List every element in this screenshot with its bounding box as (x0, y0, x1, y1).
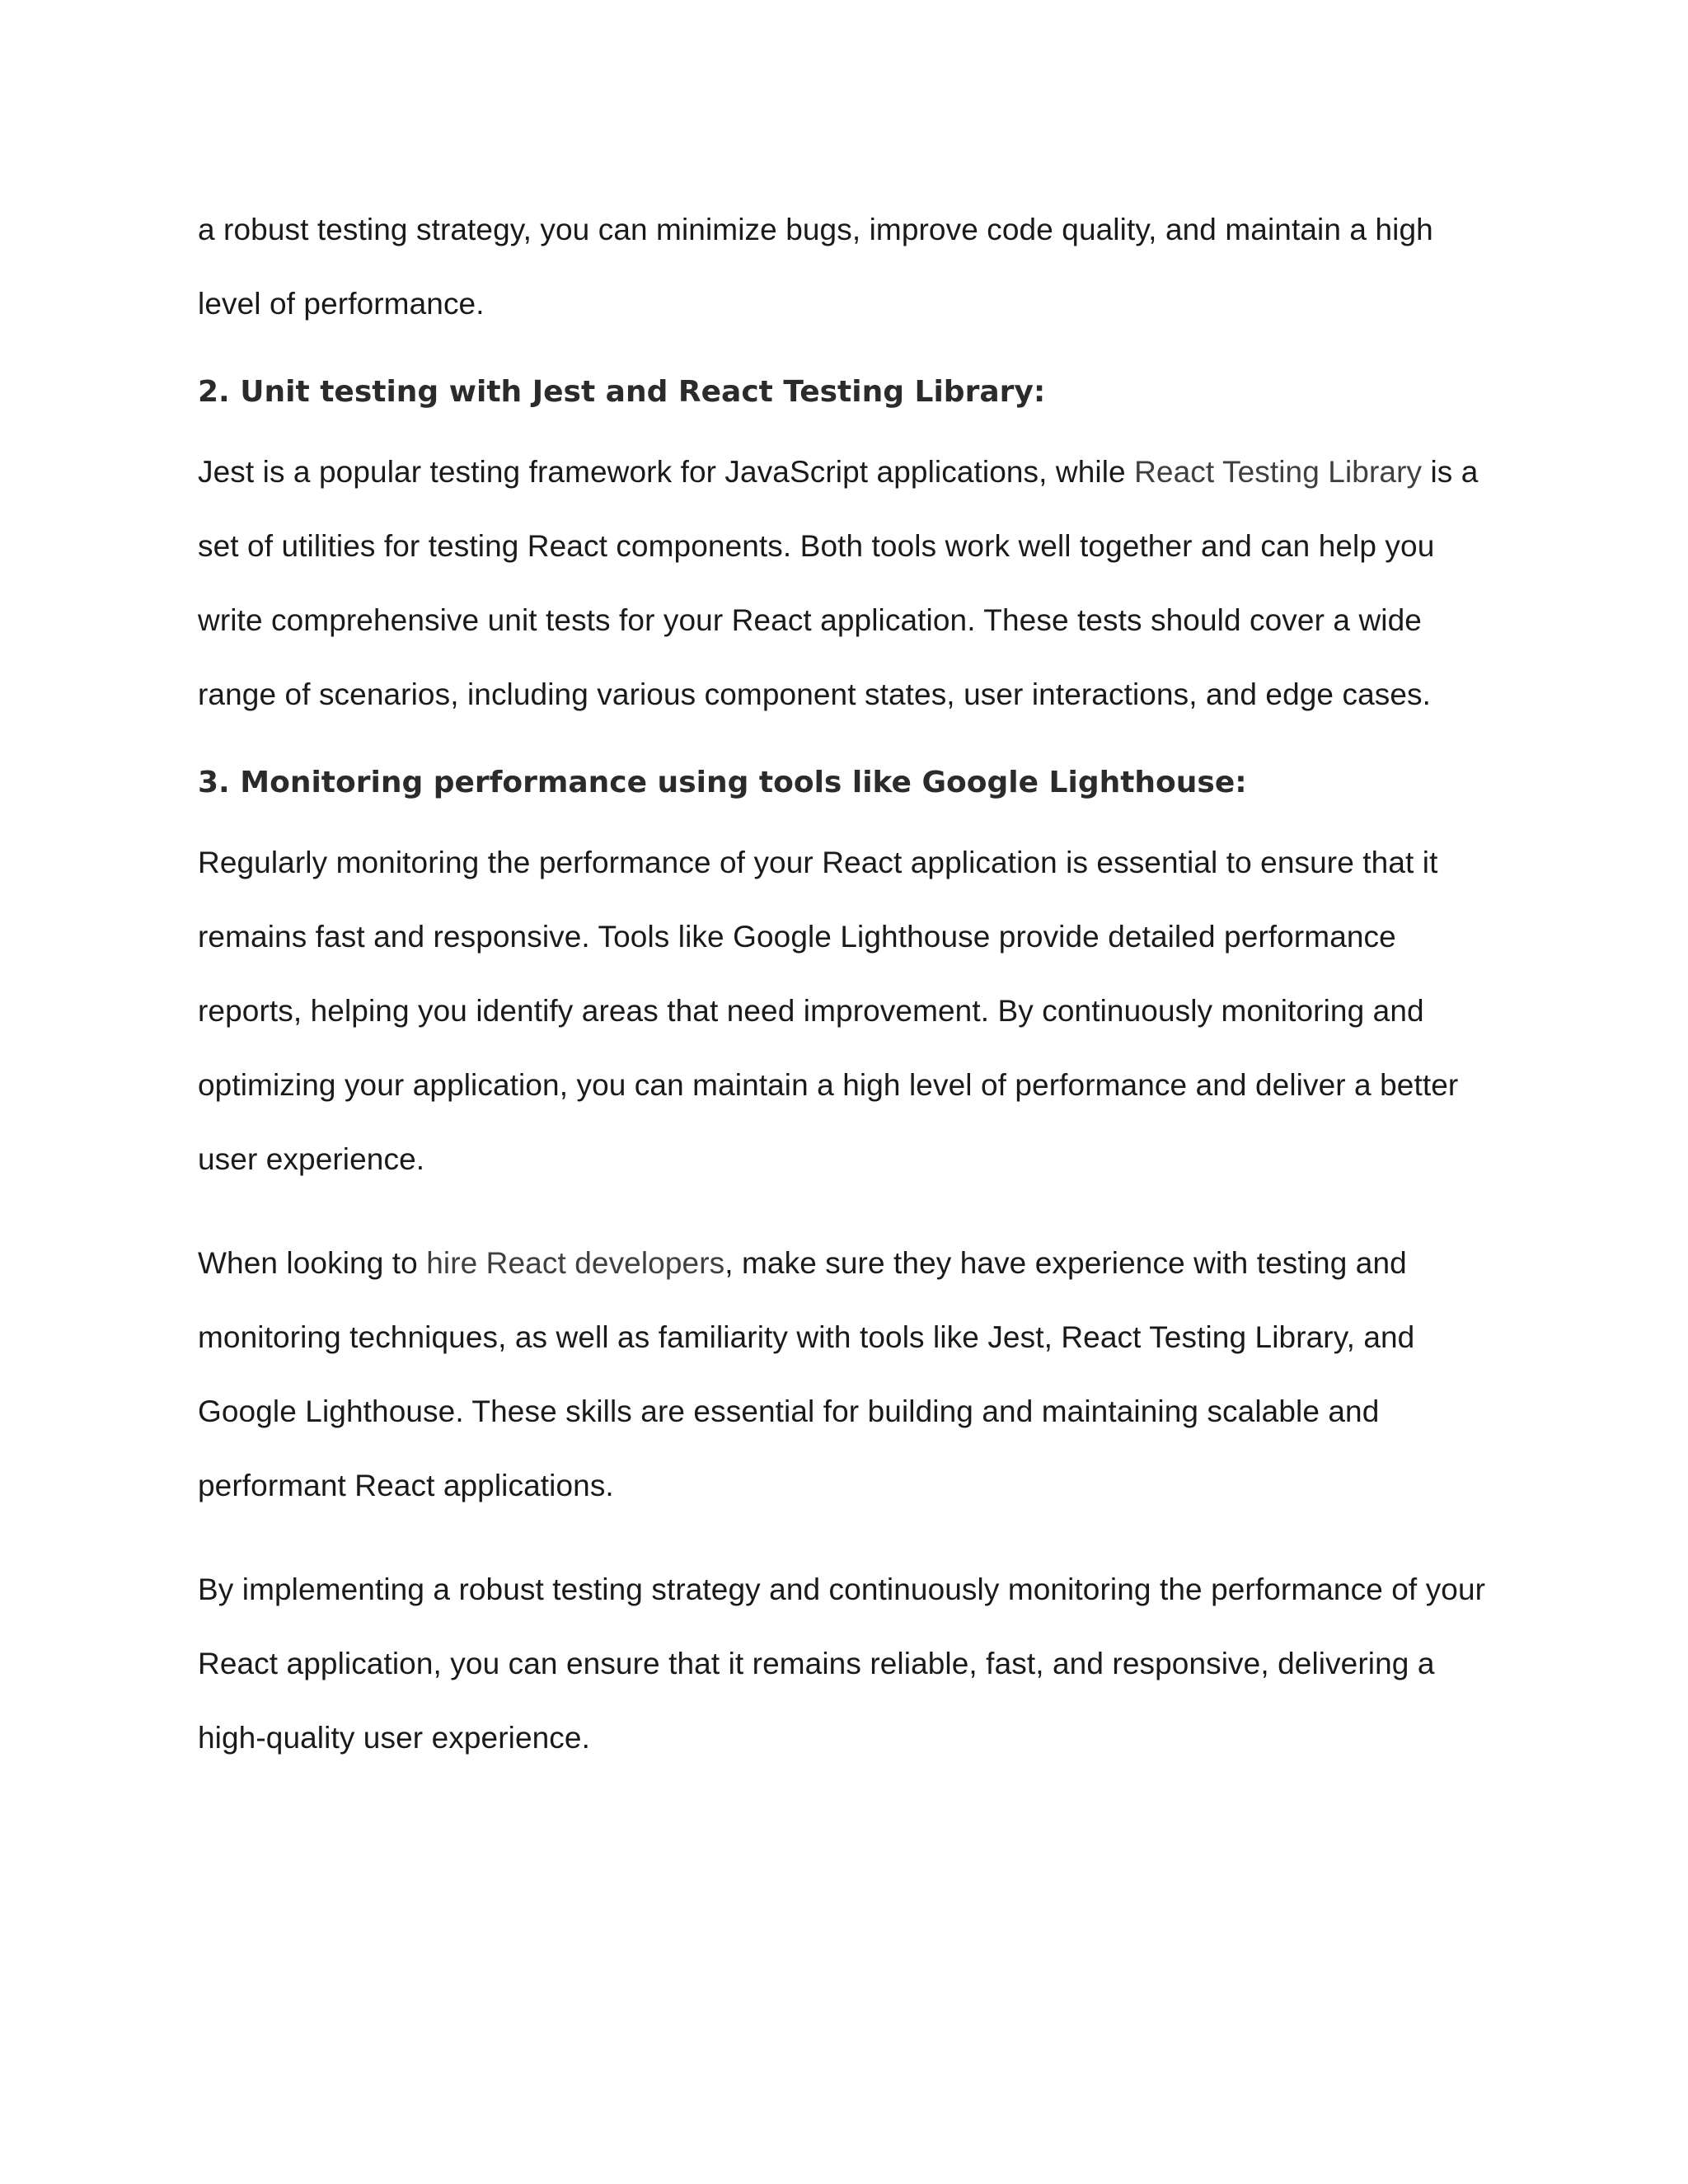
unit-testing-paragraph (198, 435, 1500, 732)
document-body (198, 193, 1500, 1775)
conclusion-paragraph: By implementing a robust testing strategy and continuously monitoring the performance of your React application, you can ensure that it remains reliable, fast, and responsive, delivering a high-quality user experience. (198, 1572, 1486, 1755)
section-heading-unit-testing: 2. Unit testing with Jest and React Testing Library: (198, 375, 1046, 409)
hire-paragraph (198, 1226, 1500, 1523)
monitoring-paragraph: Regularly monitoring the performance of your React application is essential to ensure that it remains fast and responsive. Tools like Google Lighthouse provide detailed performance reports, helping you identify areas that need improvement. By continuously monitoring and optimizing your application, you can maintain a high level of performance and deliver a better user experience. (198, 846, 1459, 1176)
hire-text-start: When looking to (198, 1246, 427, 1280)
unit-testing-text-start: Jest is a popular testing framework for JavaScript applications, while (198, 455, 1135, 489)
hire-text-end: , make sure they have experience with testing and monitoring techniques, as well as familiarity with tools like Jest, React Testing Library, and Google Lighthouse. These skills are essential for building and maintaining scalable and performant React applications. (198, 1246, 1415, 1502)
unit-testing-text-end: is a set of utilities for testing React components. Both tools work well together and can help you write comprehensive unit tests for your React application. These tests should cover a wide range of scenarios, including various component states, user interactions, and edge cases. (198, 455, 1479, 711)
react-testing-library-link[interactable]: React Testing Library (1134, 455, 1423, 489)
intro-paragraph: a robust testing strategy, you can minimize bugs, improve code quality, and maintain a high level of performance. (198, 213, 1433, 321)
hire-react-developers-link[interactable]: hire React developers (426, 1246, 725, 1280)
section-heading-monitoring: 3. Monitoring performance using tools like Google Lighthouse: (198, 766, 1247, 799)
